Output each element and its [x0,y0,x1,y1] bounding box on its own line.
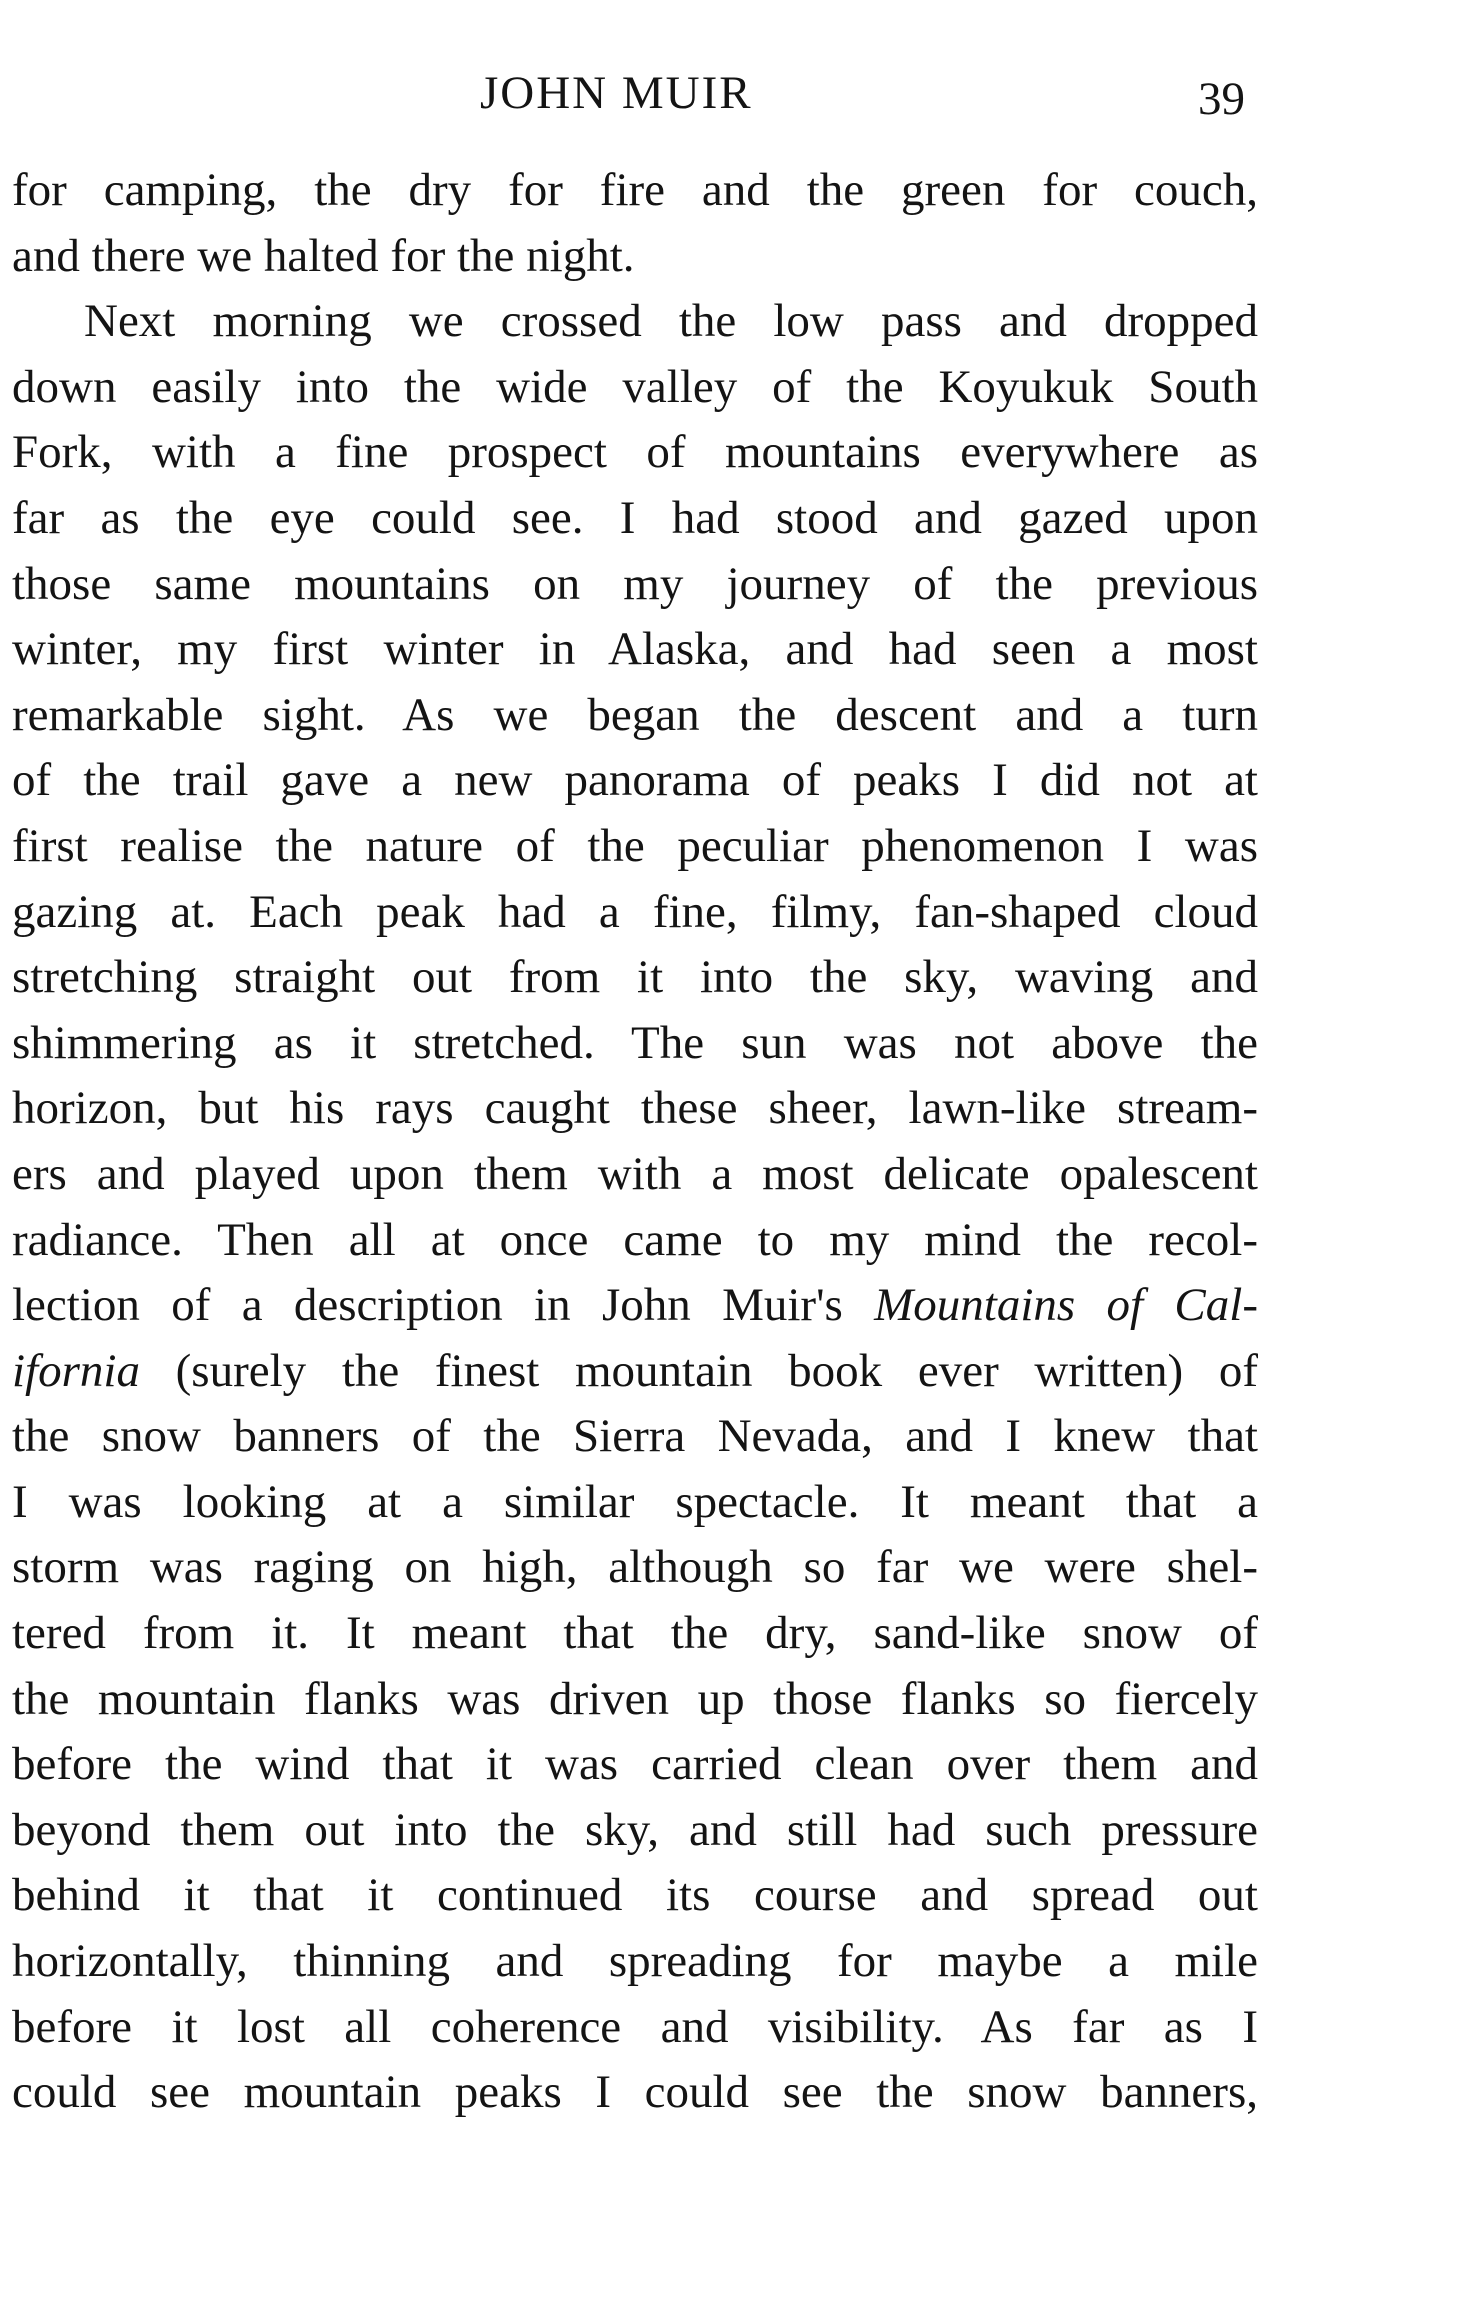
text-line: first realise the nature of the peculiar phenomenon I was [12,819,1258,872]
text-line: Fork, with a fine prospect of mountains everywhere as [12,426,1258,479]
text-line: before it lost all coherence and visibility. As far as I [12,2000,1258,2053]
text-line: for camping, the dry for fire and the green for couch, [12,164,1258,216]
text-line: horizon, but his rays caught these sheer, lawn-like stream- [12,1082,1258,1135]
text-line: horizontally, thinning and spreading for maybe a mile [12,1935,1258,1988]
line-roman-text: (surely the finest mountain book ever written) of [139,1344,1258,1397]
text-line: I was looking at a similar spectacle. It meant that a [12,1475,1258,1528]
text-line: ers and played upon them with a most delicate opalescent [12,1147,1258,1200]
text-line: remarkable sight. As we began the descent and a turn [12,688,1258,741]
text-line: before the wind that it was carried clean over them and [12,1738,1258,1791]
text-line: gazing at. Each peak had a fine, filmy, fan-shaped cloud [12,885,1258,938]
text-line: radiance. Then all at once came to my mind the recol- [12,1213,1258,1266]
paragraph-first-line: Next morning we crossed the low pass and dropped [84,295,1258,348]
running-title: JOHN MUIR [480,67,753,119]
body-text [12,158,1258,2126]
book-title-italic: ifornia [12,1344,140,1397]
running-head [0,58,1260,128]
text-line: of the trail gave a new panorama of peaks I did not at [12,754,1258,807]
text-line: stretching straight out from it into the sky, waving and [12,951,1258,1004]
text-line: behind it that it continued its course and spread out [12,1869,1258,1922]
text-line: winter, my first winter in Alaska, and had seen a most [12,623,1258,676]
text-line: down easily into the wide valley of the Koyukuk South [12,360,1258,413]
text-line: could see mountain peaks I could see the snow banners, [12,2066,1258,2119]
text-line: the snow banners of the Sierra Nevada, and I knew that [12,1410,1258,1463]
text-line: tered from it. It meant that the dry, sand-like snow of [12,1607,1258,1660]
text-line: the mountain flanks was driven up those flanks so fiercely [12,1672,1258,1725]
text-line: and there we halted for the night. [12,229,635,282]
line-roman-text: lection of a description in John Muir's [12,1279,875,1332]
text-line: far as the eye could see. I had stood and gazed upon [12,491,1258,544]
book-title-italic: Mountains of Cal- [874,1279,1258,1332]
text-line [12,1339,1258,1405]
text-line: shimmering as it stretched. The sun was not above the [12,1016,1258,1069]
text-line: beyond them out into the sky, and still had such pressure [12,1803,1258,1856]
text-line [12,1273,1258,1339]
text-line: storm was raging on high, although so far we were shel- [12,1541,1258,1594]
page-number: 39 [1198,73,1245,125]
text-line: those same mountains on my journey of the previous [12,557,1258,610]
